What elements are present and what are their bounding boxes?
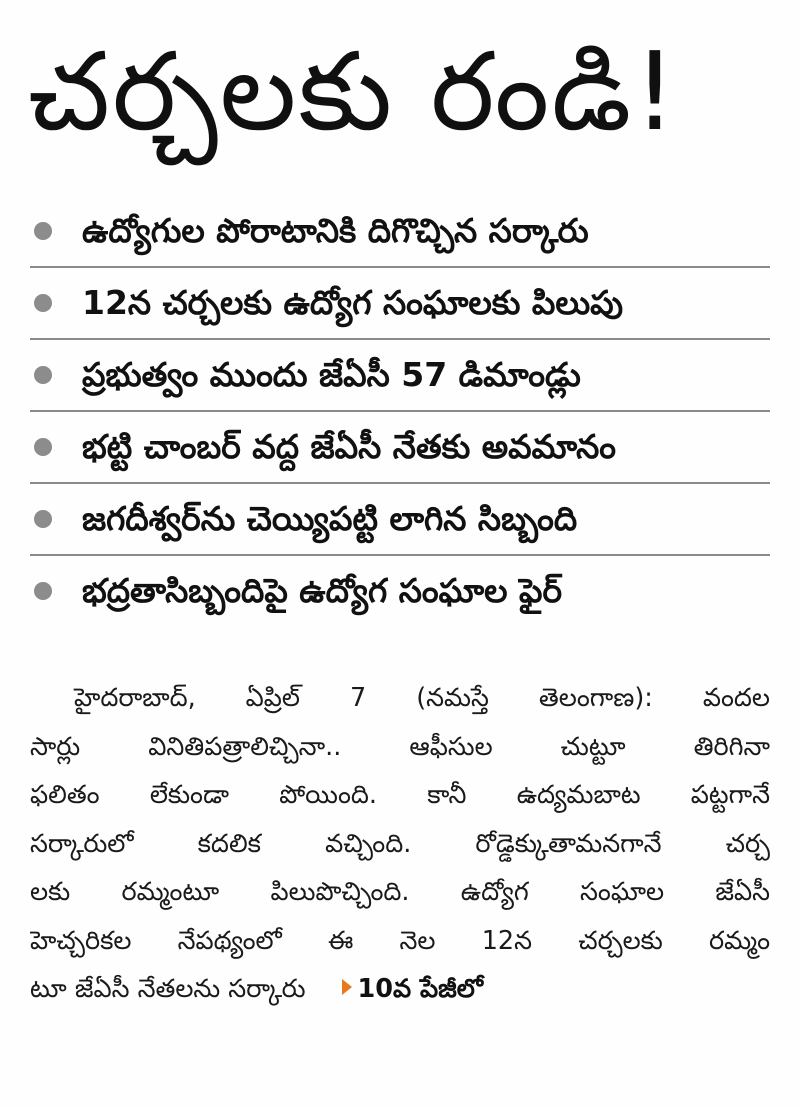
article-last-line [30,965,770,1014]
chevron-right-icon [342,979,352,995]
article-line: హెచ్చరికల నేపథ్యంలో ఈ నెల 12న చర్చలకు రమ్మం [30,925,770,956]
article-body [30,674,770,1014]
bullet-item [30,556,770,628]
bullet-dot-icon [34,366,52,384]
article-line: హైదరాబాద్, ఏప్రిల్ 7 (నమస్తే తెలంగాణ): వందల [74,683,770,713]
bullet-text: భద్రతాసిబ్బందిపై ఉద్యోగ సంఘాల ఫైర్ [82,571,563,610]
bullet-item [30,412,770,484]
article-line: సార్లు వినితిపత్రాలిచ్చినా.. ఆఫీసుల చుట్టూ తిరిగినా [30,731,770,762]
bullet-text: 12న చర్చలకు ఉద్యోగ సంఘాలకు పిలుపు [82,283,624,322]
bullet-text: భట్టి చాంబర్ వద్ద జేఏసీ నేతకు అవమానం [82,427,616,466]
bullet-text: జగదీశ్వర్‌ను చెయ్యిపట్టి లాగిన సిబ్బంది [82,499,578,538]
article-line: సర్కారులో కదలిక వచ్చింది. రోడ్డెక్కుతామనగానే చర్చ [30,828,770,859]
bullet-text: ప్రభుత్వం ముందు జేఏసీ 57 డిమాండ్లు [82,355,581,394]
headline: చర్చలకు రండి! [28,30,679,155]
article-line: టూ జేఏసీ నేతలను సర్కారు [30,974,306,1004]
bullet-dot-icon [34,582,52,600]
bullet-item [30,484,770,556]
bullet-dot-icon [34,438,52,456]
bullet-item [30,196,770,268]
bullet-dot-icon [34,510,52,528]
bullet-item [30,268,770,340]
bullet-dot-icon [34,294,52,312]
continued-on-page-link[interactable] [342,965,484,1014]
bullet-text: ఉద్యోగుల పోరాటానికి దిగొచ్చిన సర్కారు [82,211,589,250]
bullet-list [30,196,770,628]
bullet-dot-icon [34,222,52,240]
article-line: లకు రమ్మంటూ పిలుపొచ్చింది. ఉద్యోగ సంఘాల జేఏసీ [30,877,770,907]
bullet-item [30,340,770,412]
continued-label: 10వ పేజీలో [357,974,484,1004]
article-line: ఫలితం లేకుండా పోయింది. కానీ ఉద్యమబాట పట్టగానే [30,780,770,810]
